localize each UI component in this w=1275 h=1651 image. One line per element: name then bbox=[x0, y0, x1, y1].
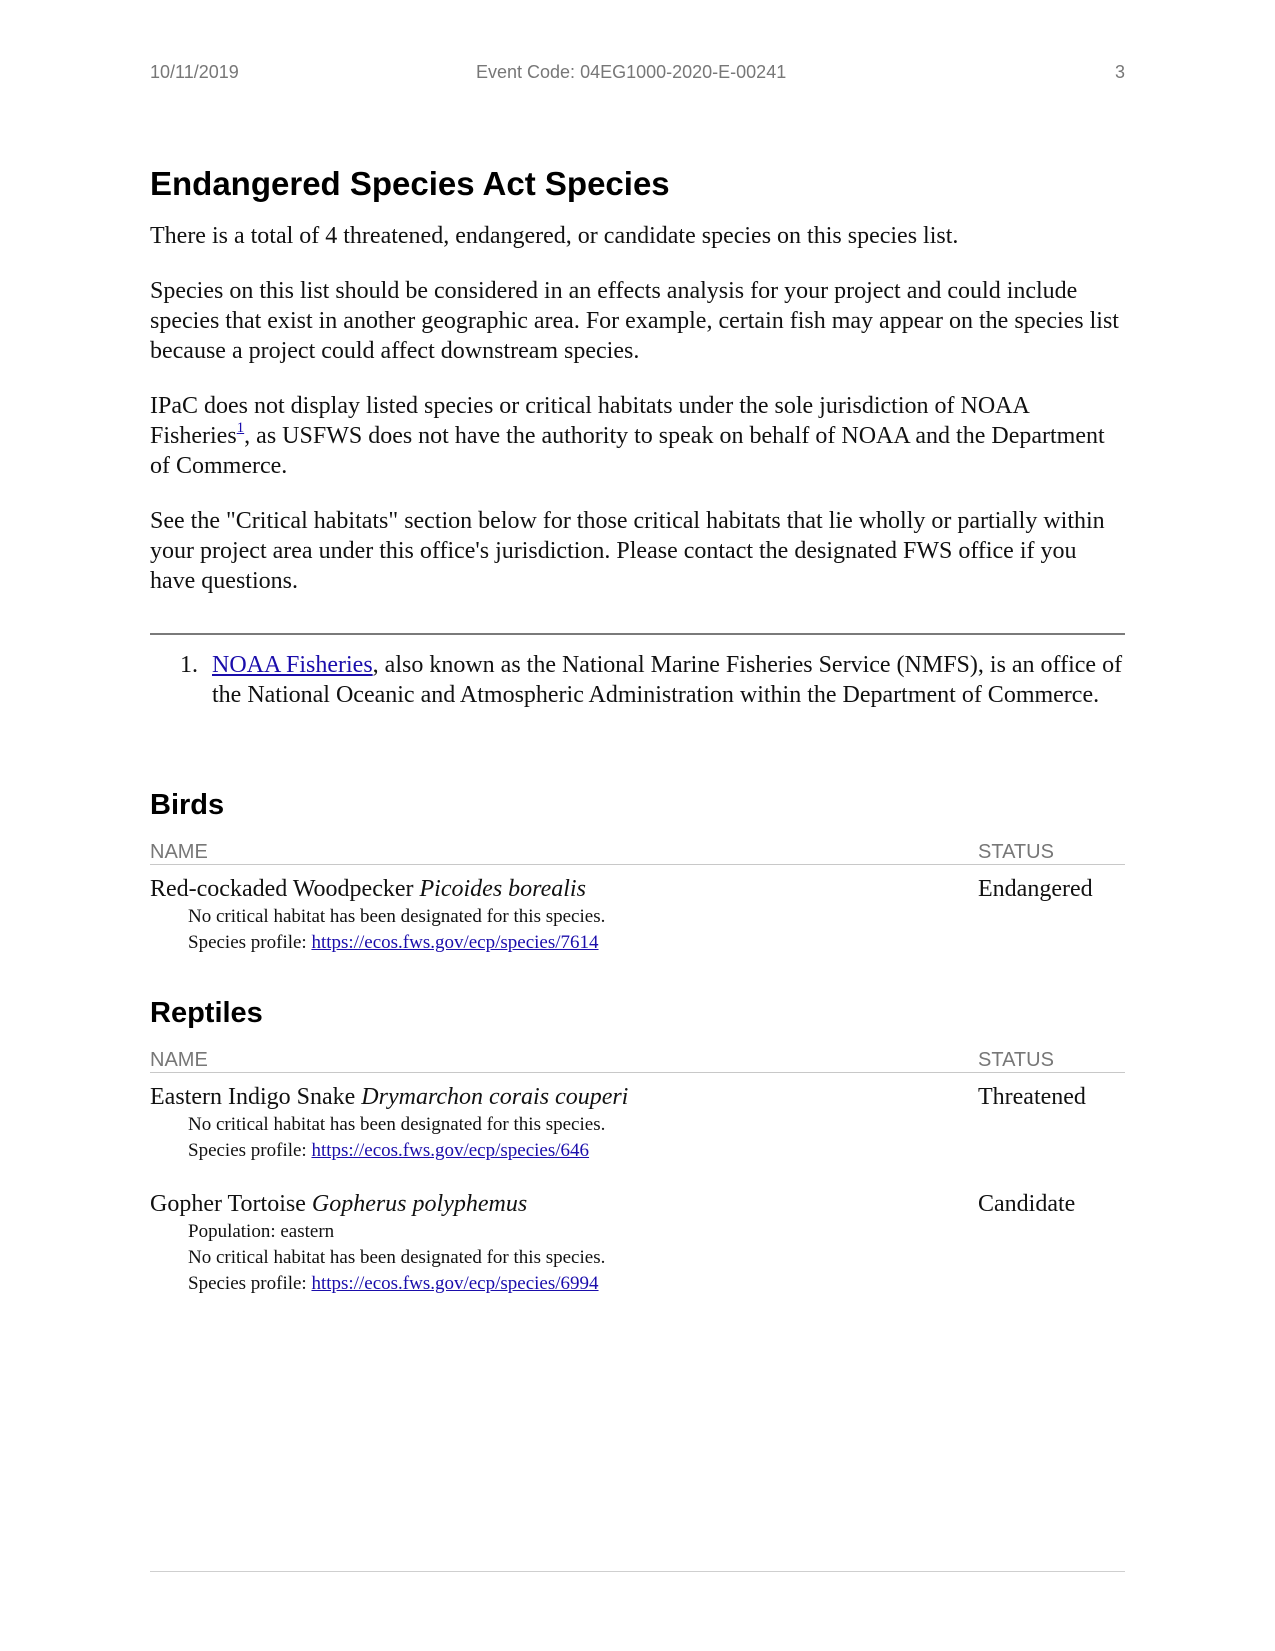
footnote-ref-link[interactable]: 1 bbox=[236, 420, 245, 436]
species-habitat-note: No critical habitat has been designated for this species. bbox=[188, 1247, 606, 1268]
species-profile-link[interactable]: https://ecos.fws.gov/ecp/species/6994 bbox=[311, 1273, 599, 1294]
species-profile-link[interactable]: https://ecos.fws.gov/ecp/species/7614 bbox=[311, 932, 599, 953]
footnote-number: 1. bbox=[180, 652, 198, 678]
species-title-line bbox=[150, 874, 1125, 904]
page-header bbox=[150, 62, 1125, 86]
critical-habitats-paragraph: See the "Critical habitats" section below for those critical habitats that lie wholly or partially within your project area under this office's jurisdiction. Please contact the designated FWS office if you have questions. bbox=[150, 508, 1105, 594]
species-common-name: Red-cockaded Woodpecker bbox=[150, 876, 414, 902]
column-header-name: NAME bbox=[150, 841, 208, 863]
species-habitat-note: No critical habitat has been designated for this species. bbox=[188, 1114, 606, 1135]
species-row-eastern-indigo-snake bbox=[150, 1082, 1125, 1164]
footnote-text: , also known as the National Marine Fisheries Service (NMFS), is an office of the National Oceanic and Atmospheric Administration within the Department of Commerce. bbox=[212, 652, 1123, 708]
birds-heading: Birds bbox=[150, 789, 225, 821]
species-status: Candidate bbox=[978, 1191, 1076, 1217]
species-profile-label: Species profile: bbox=[188, 932, 312, 953]
column-header-status: STATUS bbox=[978, 1049, 1054, 1071]
species-profile-label: Species profile: bbox=[188, 1140, 312, 1161]
ipac-jurisdiction-paragraph bbox=[150, 391, 1125, 481]
reptiles-heading: Reptiles bbox=[150, 997, 263, 1029]
species-common-name: Gopher Tortoise bbox=[150, 1191, 306, 1217]
species-scientific-name: Drymarchon corais couperi bbox=[361, 1084, 629, 1110]
noaa-fisheries-link[interactable]: NOAA Fisheries bbox=[212, 652, 373, 678]
species-habitat-note: No critical habitat has been designated for this species. bbox=[188, 906, 606, 927]
species-total-paragraph: There is a total of 4 threatened, endangered, or candidate species on this species list. bbox=[150, 223, 959, 249]
footnotes-list bbox=[150, 650, 1125, 710]
reptiles-table-header bbox=[150, 1047, 1125, 1073]
species-status: Endangered bbox=[978, 876, 1093, 902]
species-title-line bbox=[150, 1189, 1125, 1219]
species-population: Population: eastern bbox=[188, 1221, 335, 1242]
footnote-item bbox=[150, 650, 1125, 710]
effects-analysis-paragraph: Species on this list should be considered in an effects analysis for your project and could include species that exist in another geographic area. For example, certain fish may appear on the species list because a project could affect downstream species. bbox=[150, 278, 1119, 364]
species-title-line bbox=[150, 1082, 1125, 1112]
footnote-divider bbox=[150, 633, 1125, 635]
species-profile-link[interactable]: https://ecos.fws.gov/ecp/species/646 bbox=[311, 1140, 590, 1161]
species-profile-line bbox=[150, 1138, 1125, 1164]
column-header-status: STATUS bbox=[978, 841, 1054, 863]
species-profile-line bbox=[150, 930, 1125, 956]
species-scientific-name: Picoides borealis bbox=[419, 876, 586, 902]
species-profile-label: Species profile: bbox=[188, 1273, 312, 1294]
species-row-red-cockaded-woodpecker bbox=[150, 874, 1125, 956]
page-footer-divider bbox=[150, 1571, 1125, 1572]
species-status: Threatened bbox=[978, 1084, 1086, 1110]
page-title: Endangered Species Act Species bbox=[150, 165, 670, 202]
ipac-text-after: , as USFWS does not have the authority to speak on behalf of NOAA and the Department of Commerce. bbox=[150, 423, 1105, 479]
species-row-gopher-tortoise bbox=[150, 1189, 1125, 1297]
header-date: 10/11/2019 bbox=[150, 62, 239, 82]
species-profile-line bbox=[150, 1271, 1125, 1297]
species-scientific-name: Gopherus polyphemus bbox=[311, 1191, 528, 1217]
birds-table-header bbox=[150, 839, 1125, 865]
document-page bbox=[150, 0, 1125, 1651]
header-event-code: Event Code: 04EG1000-2020-E-00241 bbox=[476, 62, 787, 82]
header-page-number: 3 bbox=[1114, 62, 1125, 82]
ipac-text-before: IPaC does not display listed species or critical habitats under the sole jurisdiction of NOAA Fisheries bbox=[150, 393, 1029, 449]
species-common-name: Eastern Indigo Snake bbox=[150, 1084, 356, 1110]
column-header-name: NAME bbox=[150, 1049, 208, 1071]
